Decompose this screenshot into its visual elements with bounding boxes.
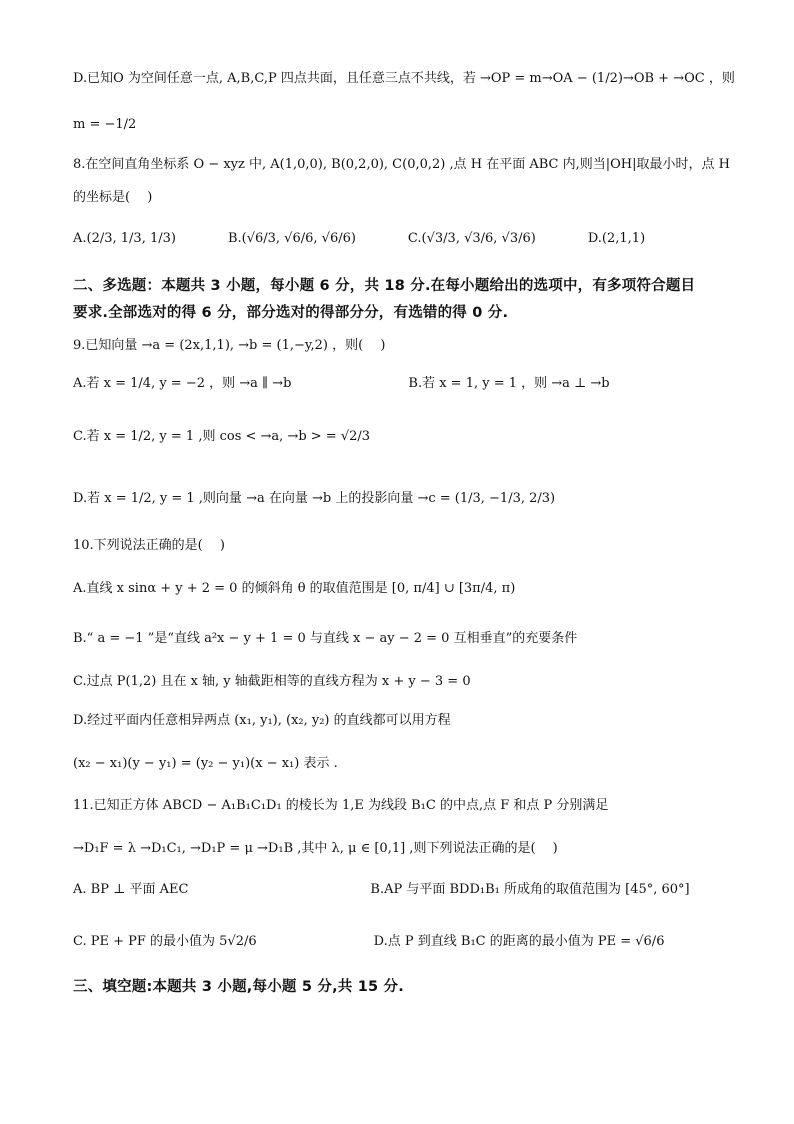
- question-11-options-ab: A. BP ⊥ 平面 AEC B.AP 与平面 BDD₁B₁ 所成角的取值范围为 [45°, 60°]: [73, 882, 690, 897]
- question-11-options-cd: C. PE + PF 的最小值为 5√2/6 D.点 P 到直线 B₁C 的距离的最小值为 PE = √6/6: [73, 934, 665, 949]
- section-2-heading-continued: 要求.全部选对的得 6 分，部分选对的得部分分，有选错的得 0 分.: [73, 305, 509, 321]
- section-3-heading: 三、填空题:本题共 3 小题,每小题 5 分,共 15 分.: [73, 979, 404, 995]
- question-11-stem-continued: →D₁F = λ →D₁C₁, →D₁P = μ →D₁B ,其中 λ, μ ∈ [0,1] ,则下列说法正确的是( ): [73, 841, 558, 856]
- question-9-stem: 9.已知向量 →a = (2x,1,1), →b = (1,−y,2) ，则( ): [73, 338, 386, 353]
- question-10-option-d: D.经过平面内任意相异两点 (x₁, y₁), (x₂, y₂) 的直线都可以用方程: [73, 713, 451, 728]
- question-11-stem: 11.已知正方体 ABCD − A₁B₁C₁D₁ 的棱长为 1,E 为线段 B₁C 的中点,点 F 和点 P 分别满足: [73, 798, 609, 813]
- question-7-option-d-continued: m = −1/2: [73, 117, 137, 132]
- question-9-option-d: D.若 x = 1/2, y = 1 ,则向量 →a 在向量 →b 上的投影向量 →c = (1/3, −1/3, 2/3): [73, 491, 556, 506]
- question-9-options-ab: A.若 x = 1/4, y = −2 ，则 →a ∥ →b B.若 x = 1, y = 1 ，则 →a ⊥ →b: [73, 376, 610, 391]
- question-10-option-a: A.直线 x sinα + y + 2 = 0 的倾斜角 θ 的取值范围是 [0, π/4] ∪ [3π/4, π): [73, 581, 516, 596]
- section-2-heading: 二、多选题：本题共 3 小题，每小题 6 分，共 18 分.在每小题给出的选项中，有多项符合题目: [73, 278, 696, 294]
- question-8-stem: 8.在空间直角坐标系 O − xyz 中, A(1,0,0), B(0,2,0), C(0,0,2) ,点 H 在平面 ABC 内,则当|OH|取最小时，点 H: [73, 157, 730, 172]
- question-9-option-c: C.若 x = 1/2, y = 1 ,则 cos < →a, →b > = √2/3: [73, 429, 371, 444]
- question-7-option-d: D.已知O 为空间任意一点, A,B,C,P 四点共面，且任意三点不共线，若 →OP = m→OA − (1/2)→OB + →OC ，则: [73, 71, 735, 86]
- question-8-stem-continued: 的坐标是( ): [73, 190, 153, 205]
- question-10-stem: 10.下列说法正确的是( ): [73, 538, 225, 553]
- question-10-option-b: B.“ a = −1 ”是“直线 a²x − y + 1 = 0 与直线 x − ay − 2 = 0 互相垂直”的充要条件: [73, 631, 578, 646]
- question-10-option-d-continued: (x₂ − x₁)(y − y₁) = (y₂ − y₁)(x − x₁) 表示 .: [73, 756, 338, 771]
- question-8-options: A.(2/3, 1/3, 1/3) B.(√6/3, √6/6, √6/6) C.(√3/3, √3/6, √3/6) D.(2,1,1): [73, 231, 646, 246]
- question-10-option-c: C.过点 P(1,2) 且在 x 轴, y 轴截距相等的直线方程为 x + y − 3 = 0: [73, 674, 471, 689]
